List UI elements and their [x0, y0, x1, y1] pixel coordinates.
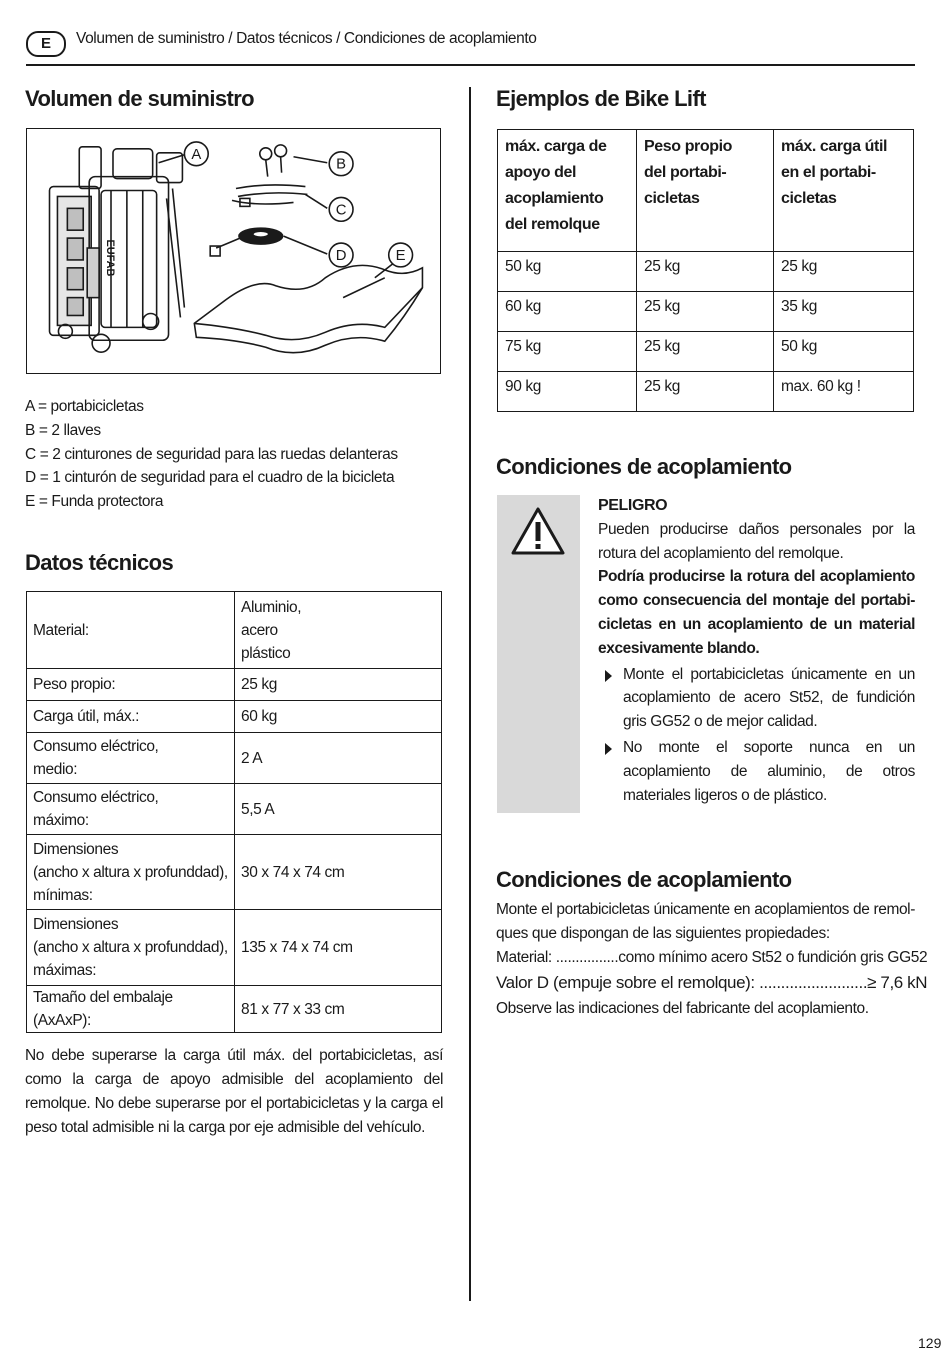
table-cell: 60 kg [498, 292, 637, 332]
material-row [496, 946, 928, 970]
tech-key: Material: [27, 592, 235, 669]
wheel-straps-drawing [232, 185, 307, 206]
table-cell: 25 kg [637, 252, 774, 292]
table-row [27, 986, 442, 1033]
supply-illustration [26, 128, 441, 374]
table-cell: 75 kg [498, 332, 637, 372]
warning-icon [510, 506, 566, 556]
legend-item-d: D = 1 cinturón de seguridad para el cuadro de la bicicleta [25, 469, 395, 487]
tech-key: Carga útil, máx.: [27, 701, 235, 733]
dvalue-row [496, 969, 928, 997]
bullet-arrow-icon [605, 743, 612, 755]
legend-item-e: E = Funda protectora [25, 493, 164, 511]
table-cell: 50 kg [498, 252, 637, 292]
tech-key: Consumo eléctrico, medio: [27, 733, 235, 784]
table-row [27, 733, 442, 784]
tech-key: Dimensiones (ancho x altura x profunddad), máximas: [27, 910, 235, 986]
coupling-heading-1: Condiciones de acoplamiento [496, 454, 792, 479]
tech-value: 5,5 A [235, 784, 442, 835]
material-value: como mínimo acero St52 o fundición gris GG52 [618, 948, 928, 966]
list-item: No monte el soporte nunca en un acoplamiento de aluminio, de otros materiales ligeros o de plástico. [598, 736, 915, 807]
warning-title: PELIGRO [598, 497, 668, 514]
callout-c: C [335, 202, 347, 219]
tech-table [26, 591, 442, 1033]
legend-item-a: A = portabicicletas [25, 398, 144, 415]
list-item: Monte el portabicicletas únicamente en un acoplamiento de acero St52, de fundición gris GG52 o de mejor calidad. [598, 663, 915, 734]
tech-key: Dimensiones (ancho x altura x profunddad), mínimas: [27, 835, 235, 910]
tech-value: 2 A [235, 733, 442, 784]
column-header: máx. carga de apoyo del acoplamiento del remolque [498, 130, 637, 252]
table-row [27, 784, 442, 835]
dvalue-label: Valor D (empuje sobre el remolque): ......................... [496, 973, 868, 993]
legend-item-b: B = 2 llaves [25, 421, 101, 439]
table-cell: 90 kg [498, 372, 637, 412]
column-header: Peso propio del portabi- cicletas [637, 130, 774, 252]
bullet-arrow-icon [605, 670, 612, 682]
header-title: Volumen de suministro / Datos técnicos / Condiciones de acoplamiento [76, 30, 537, 47]
table-row [27, 592, 442, 669]
tech-key: Consumo eléctrico, máximo: [27, 784, 235, 835]
table-row [498, 332, 914, 372]
tech-value: 81 x 77 x 33 cm [235, 986, 442, 1033]
tech-key: Tamaño del embalaje (AxAxP): [27, 986, 235, 1033]
tech-value: Aluminio, acero plástico [235, 592, 442, 669]
callout-e: E [395, 247, 406, 264]
table-row [27, 910, 442, 986]
callout-b: B [336, 156, 347, 173]
tech-value: 25 kg [235, 669, 442, 701]
table-cell: max. 60 kg ! [774, 372, 914, 412]
page-number: 129 [918, 1335, 942, 1351]
table-row [498, 252, 914, 292]
table-cell: 50 kg [774, 332, 914, 372]
table-cell: 25 kg [637, 292, 774, 332]
keys-drawing [260, 145, 287, 177]
table-row [27, 835, 442, 910]
tech-value: 30 x 74 x 74 cm [235, 835, 442, 910]
table-cell: 35 kg [774, 292, 914, 332]
table-row [27, 701, 442, 733]
table-row [498, 292, 914, 332]
callout-d: D [335, 247, 347, 264]
coupling-intro: Monte el portabicicletas únicamente en acoplamientos de remol- ques que dispongan de las siguientes propiedades: [496, 901, 915, 942]
column-header: máx. carga útil en el portabi- cicletas [774, 130, 914, 252]
tech-heading: Datos técnicos [25, 550, 174, 575]
coupling-requirements [496, 898, 928, 1021]
tech-value: 135 x 74 x 74 cm [235, 910, 442, 986]
tech-value: 60 kg [235, 701, 442, 733]
table-row [27, 669, 442, 701]
material-label: Material: ................ [496, 948, 619, 966]
table-row [498, 372, 914, 412]
warning-text: Pueden producirse daños personales por la rotura del acoplamiento del remolque. [598, 520, 915, 562]
supply-drawing [27, 129, 440, 373]
load-note: No debe superarse la carga útil máx. del portabicicletas, así como la carga de apoyo admisible del acoplamiento del remolque. No debe superarse por el portabicicletas y la carga el peso total admisible ni la carga por eje admisible del vehículo. [25, 1047, 443, 1136]
legend-item-c: C = 2 cinturones de seguridad para las ruedas delanteras [25, 445, 398, 463]
frame-strap-drawing [210, 228, 282, 256]
coupling-footer: Observe las indicaciones del fabricante del acoplamiento. [496, 1000, 869, 1018]
carrier-brand-print: EUFAB [104, 239, 117, 277]
cover-drawing [194, 265, 422, 352]
warning-bold-text: Podría producirse la rotura del acoplamiento como consecuencia del montaje del portabi- cicletas en un acoplamiento de un material excesivamente blando. [598, 568, 915, 657]
dvalue-value: ≥ 7,6 kN [867, 973, 928, 993]
bikelift-heading: Ejemplos de Bike Lift [496, 86, 706, 111]
supply-heading: Volumen de suministro [25, 86, 255, 111]
table-cell: 25 kg [774, 252, 914, 292]
table-header-row [498, 130, 914, 252]
language-badge: E [26, 31, 66, 57]
warning-block [598, 494, 915, 807]
callout-a: A [191, 146, 202, 163]
coupling-heading-2: Condiciones de acoplamiento [496, 867, 792, 892]
supply-legend [25, 395, 398, 514]
table-cell: 25 kg [637, 332, 774, 372]
column-divider [469, 87, 471, 1301]
bikelift-table [497, 129, 914, 412]
table-cell: 25 kg [637, 372, 774, 412]
tech-key: Peso propio: [27, 669, 235, 701]
header-rule [26, 64, 915, 66]
